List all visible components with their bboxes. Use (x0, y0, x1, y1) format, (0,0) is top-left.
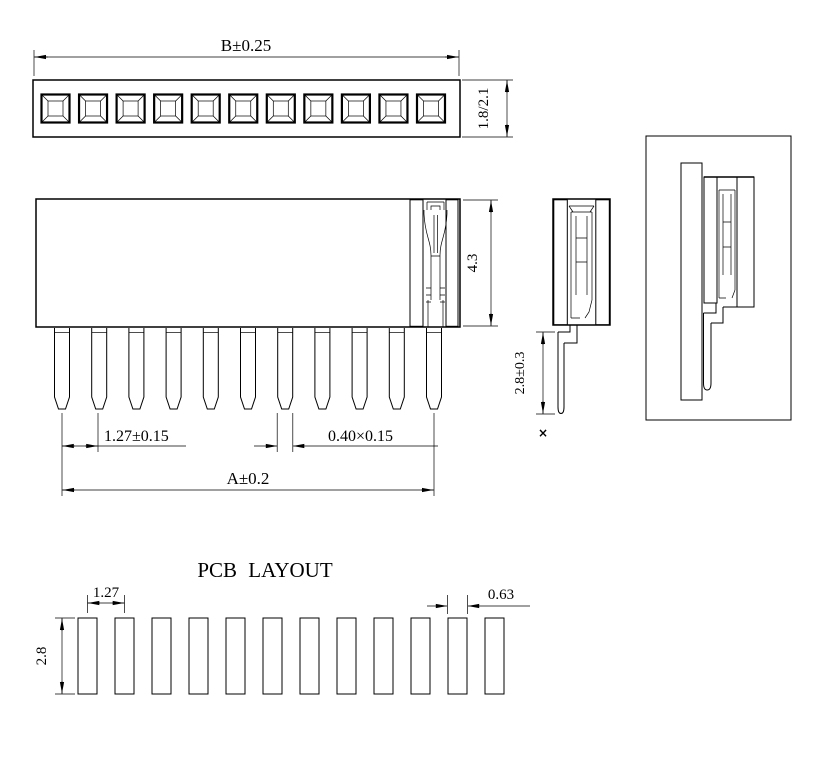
front-view-body-height-dimension (463, 200, 498, 326)
dim-label-overall-width: A±0.2 (226, 469, 270, 488)
pin (315, 328, 330, 409)
hole-inner (86, 101, 101, 116)
contact-tail (428, 300, 443, 327)
hole-inner (273, 101, 288, 116)
top-view-width-dimension (34, 36, 459, 76)
pcb-pad (300, 618, 319, 694)
mounted-pin (704, 303, 755, 390)
hole-inner (123, 101, 138, 116)
hole-inner (311, 101, 326, 116)
side-view-contact (569, 206, 594, 318)
pcb-pad (78, 618, 97, 694)
pin (166, 328, 181, 409)
pin-jog (704, 303, 724, 323)
hole-inner (161, 101, 176, 116)
pcb-pitch-dimension (88, 585, 125, 613)
pcb-pad (189, 618, 208, 694)
top-view-holes (42, 95, 446, 123)
top-view (33, 36, 513, 137)
side-hatch-left (554, 200, 568, 325)
front-view-pins (55, 328, 442, 409)
dim-label-pin-pitch: 1.27±0.15 (104, 428, 169, 445)
pcb-pad (226, 618, 245, 694)
hole-inner (348, 101, 363, 116)
mounted-hatch-right (737, 177, 754, 307)
dim-label-pad-height: 2.8 (34, 646, 50, 666)
contact-bottom (719, 290, 735, 298)
dim-label-height: 1.8/2.1 (476, 87, 492, 130)
dim-label-pin-section: 0.40×0.15 (328, 428, 394, 445)
section-hatch-left (410, 200, 423, 326)
pin-shaft (704, 313, 712, 390)
pcb-pad (115, 618, 134, 694)
pin (92, 328, 107, 409)
contact-outer (571, 212, 592, 318)
cross-marker: × (537, 426, 549, 440)
contact-slot (431, 215, 440, 256)
side-view (513, 199, 610, 440)
hole-inner (236, 101, 251, 116)
section-hatch-right (446, 200, 458, 326)
pcb-board (681, 163, 702, 400)
hole-chamfer (267, 95, 295, 123)
contact-bottom (571, 300, 592, 318)
hole-inner (424, 101, 439, 116)
pin (55, 328, 70, 409)
side-hatch-right (596, 200, 610, 325)
pin (241, 328, 256, 409)
mounted-contact (719, 190, 735, 298)
contact-arm (424, 214, 447, 300)
mounted-view (646, 136, 791, 420)
hole-chamfer (117, 95, 145, 123)
pin (203, 328, 218, 409)
pcb-pad (263, 618, 282, 694)
pcb-pad (448, 618, 467, 694)
top-view-height-dimension (462, 80, 513, 137)
front-view-pitch-dimension (62, 413, 186, 496)
side-view-pin (558, 325, 577, 414)
hole-chamfer (192, 95, 220, 123)
hole-chamfer (342, 95, 370, 123)
contact-inner (576, 216, 587, 295)
hole-chamfer (304, 95, 332, 123)
pcb-pad-width-dimension (427, 587, 530, 614)
pcb-pads (78, 618, 504, 694)
front-view-overall-dimension (62, 413, 434, 496)
pcb-pad (152, 618, 171, 694)
contact-cap (427, 202, 444, 210)
dim-label-pad-pitch: 1.27 (92, 585, 120, 601)
pin (389, 328, 404, 409)
pcb-pad (374, 618, 393, 694)
hole-chamfer (417, 95, 445, 123)
detail-box-border (646, 136, 791, 420)
hole-chamfer (42, 95, 70, 123)
top-view-body (33, 80, 460, 137)
pcb-layout (34, 558, 530, 694)
side-view-pin-length-dimension (513, 332, 555, 414)
hole-chamfer (229, 95, 257, 123)
pin (278, 328, 293, 409)
pcb-pad (337, 618, 356, 694)
dim-label-body-height: 4.3 (465, 253, 481, 273)
hole-chamfer (79, 95, 107, 123)
pin (129, 328, 144, 409)
pin-shaft (558, 332, 564, 414)
pcb-layout-title: PCB LAYOUT (197, 558, 333, 582)
pcb-pad (411, 618, 430, 694)
dim-label-width: B±0.25 (220, 36, 272, 55)
front-view-body (36, 199, 460, 327)
hole-chamfer (154, 95, 182, 123)
pin (427, 328, 442, 409)
contact-lip (424, 210, 447, 214)
mounted-hatch-left (704, 177, 717, 303)
front-view (36, 199, 498, 496)
contact-funnel (569, 206, 594, 212)
pin-jog (558, 325, 577, 343)
dim-label-pin-length: 2.8±0.3 (513, 351, 528, 395)
hole-inner (386, 101, 401, 116)
hole-inner (48, 101, 63, 116)
pcb-pad-height-dimension (34, 618, 75, 694)
front-view-contact (424, 202, 447, 327)
front-view-pin-section-dimension (254, 413, 438, 452)
contact-barbs (426, 288, 445, 302)
hole-chamfer (379, 95, 407, 123)
pcb-pad (485, 618, 504, 694)
dim-label-pad-width: 0.63 (487, 587, 515, 603)
contact-outer (719, 190, 735, 298)
contact-inner (723, 194, 731, 275)
hole-inner (198, 101, 213, 116)
pin (352, 328, 367, 409)
